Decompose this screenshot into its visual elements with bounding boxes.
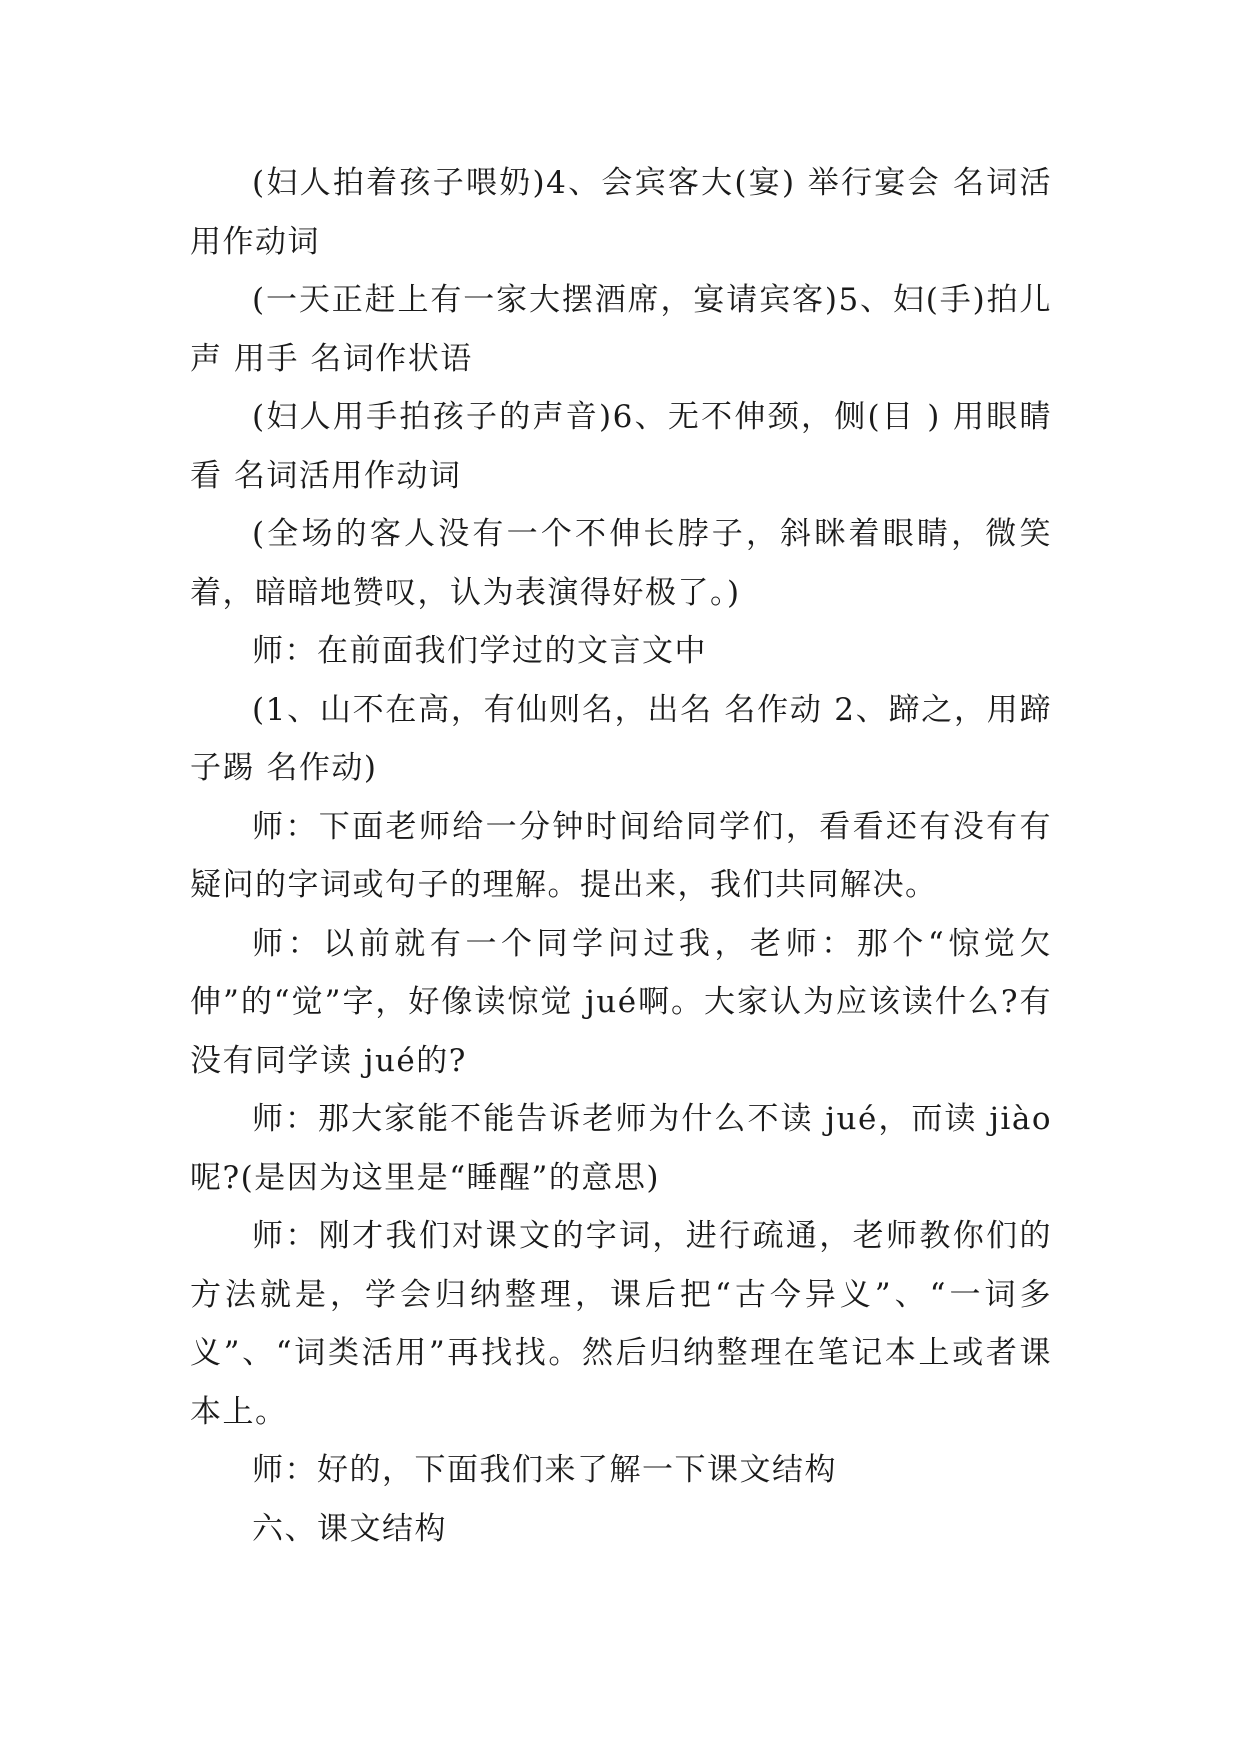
paragraph-10: 师：刚才我们对课文的字词，进行疏通，老师教你们的方法就是，学会归纳整理，课后把“古今异义”、“一词多义”、“词类活用”再找找。然后归纳整理在笔记本上或者课本上。 <box>190 1218 1052 1430</box>
paragraph-3: (妇人用手拍孩子的声音)6、无不伸颈，侧(目 ) 用眼睛看 名词活用作动词 <box>190 399 1052 494</box>
paragraph-9: 师：那大家能不能告诉老师为什么不读 jué，而读 jiào 呢?(是因为这里是“睡醒”的意思) <box>190 1101 1052 1196</box>
document-body <box>190 154 1052 1558</box>
paragraph-1: (妇人拍着孩子喂奶)4、会宾客大(宴) 举行宴会 名词活用作动词 <box>190 165 1052 260</box>
section-heading-structure: 六、课文结构 <box>252 1510 447 1547</box>
paragraph-4: (全场的客人没有一个不伸长脖子，斜眯着眼睛，微笑着，暗暗地赞叹，认为表演得好极了。) <box>190 516 1052 611</box>
paragraph-7: 师：下面老师给一分钟时间给同学们，看看还有没有有疑问的字词或句子的理解。提出来，我们共同解决。 <box>190 808 1052 903</box>
paragraph-6: (1、山不在高，有仙则名，出名 名作动 2、蹄之，用蹄子踢 名作动) <box>190 691 1052 786</box>
paragraph-2: (一天正赶上有一家大摆酒席，宴请宾客)5、妇(手)拍儿声 用手 名词作状语 <box>190 282 1052 377</box>
paragraph-8: 师：以前就有一个同学问过我，老师：那个“惊觉欠伸”的“觉”字，好像读惊觉 jué啊。大家认为应该读什么?有没有同学读 jué的? <box>190 925 1052 1079</box>
paragraph-11: 师：好的，下面我们来了解一下课文结构 <box>252 1452 837 1488</box>
paragraph-5: 师：在前面我们学过的文言文中 <box>252 633 707 669</box>
